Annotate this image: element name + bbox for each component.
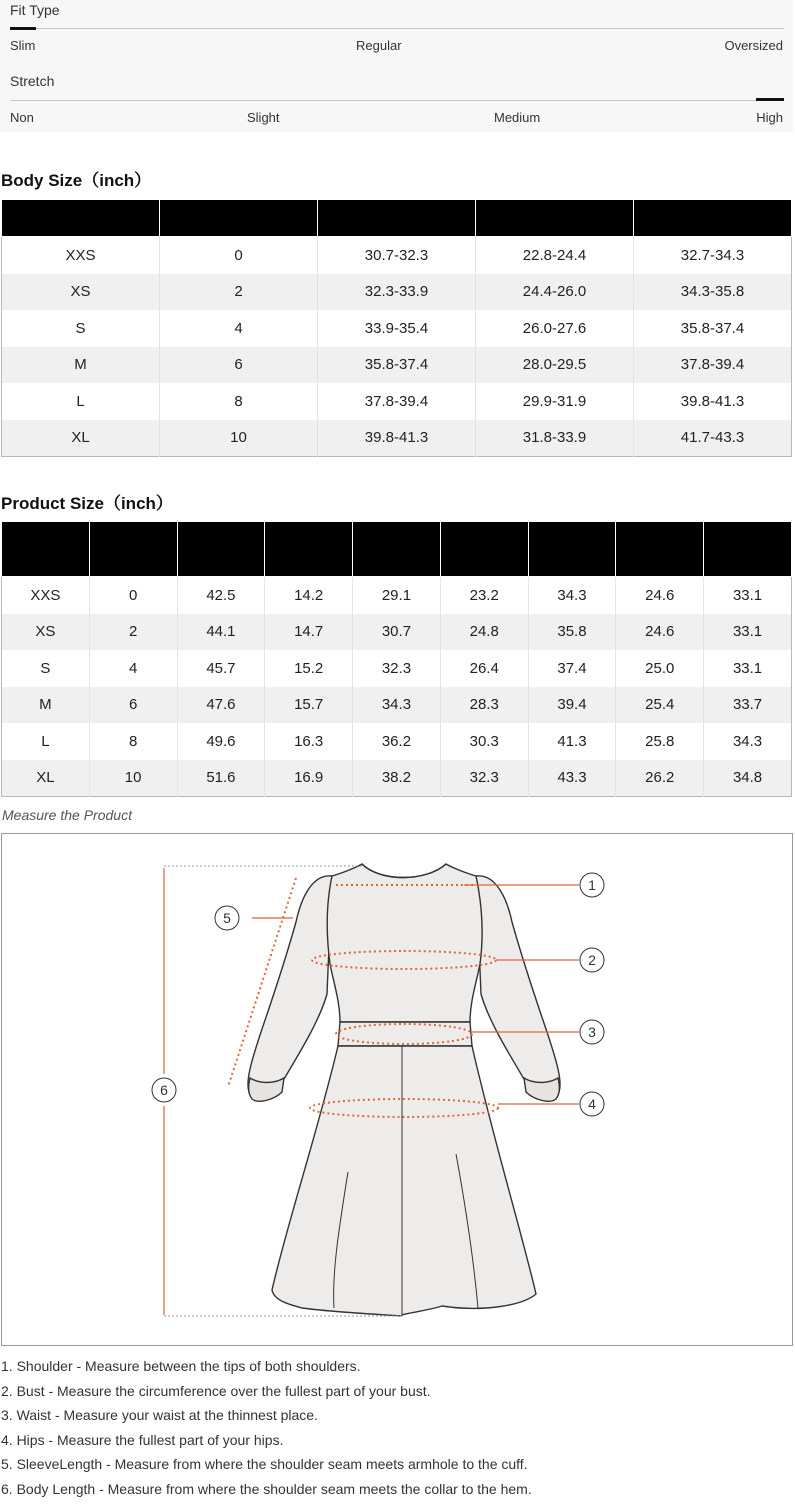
- table-cell: 0: [89, 577, 177, 614]
- table-row: [2, 237, 792, 274]
- note-hips: 4. Hips - Measure the fullest part of your hips.: [1, 1432, 532, 1457]
- table-cell: L: [2, 383, 160, 420]
- body-size-title: Body Size（inch）: [1, 166, 151, 191]
- table-cell: 8: [89, 723, 177, 760]
- table-cell: 35.8-37.4: [318, 347, 476, 384]
- table-header-cell: [440, 522, 528, 577]
- table-header-cell: [634, 200, 792, 237]
- table-cell: 24.4-26.0: [476, 274, 634, 311]
- table-cell: 36.2: [353, 723, 441, 760]
- table-cell: 0: [160, 237, 318, 274]
- fit-stretch-panel: [0, 0, 793, 132]
- table-cell: 4: [160, 310, 318, 347]
- table-cell: L: [2, 723, 90, 760]
- fit-option-oversized: Oversized: [724, 38, 783, 53]
- table-cell: 34.3: [353, 687, 441, 724]
- right-sleeve: [476, 876, 560, 1101]
- table-cell: 42.5: [177, 577, 265, 614]
- table-header-cell: [318, 200, 476, 237]
- table-cell: 41.7-43.3: [634, 420, 792, 457]
- dress-skirt: [272, 1046, 536, 1316]
- note-shoulder: 1. Shoulder - Measure between the tips of both shoulders.: [1, 1358, 532, 1383]
- stretch-title: Stretch: [10, 73, 54, 89]
- marker-1: [580, 873, 604, 897]
- table-row: [2, 687, 792, 724]
- table-cell: 26.0-27.6: [476, 310, 634, 347]
- marker-3: [580, 1020, 604, 1044]
- table-row: [2, 310, 792, 347]
- marker-6: [152, 1078, 176, 1102]
- fit-option-slim: Slim: [10, 38, 35, 53]
- body-size-header-row: [2, 200, 792, 237]
- table-row: [2, 760, 792, 797]
- table-cell: 39.8-41.3: [634, 383, 792, 420]
- table-cell: 6: [160, 347, 318, 384]
- fit-type-title: Fit Type: [10, 2, 60, 18]
- note-body-length: 6. Body Length - Measure from where the shoulder seam meets the collar to the hem.: [1, 1481, 532, 1505]
- table-cell: 4: [89, 650, 177, 687]
- body-size-table: [1, 199, 792, 457]
- stretch-option-high: High: [756, 110, 783, 125]
- marker-3-label: 3: [588, 1024, 596, 1040]
- table-cell: 15.2: [265, 650, 353, 687]
- table-cell: 29.1: [353, 577, 441, 614]
- dress-illustration: [2, 834, 792, 1345]
- table-cell: XL: [2, 420, 160, 457]
- table-cell: 2: [160, 274, 318, 311]
- table-cell: 15.7: [265, 687, 353, 724]
- fit-type-scale: [10, 28, 784, 29]
- table-cell: 28.3: [440, 687, 528, 724]
- table-header-cell: [89, 522, 177, 577]
- table-header-cell: [2, 522, 90, 577]
- product-size-title: Product Size（inch）: [1, 489, 173, 514]
- table-cell: 30.7-32.3: [318, 237, 476, 274]
- table-cell: 34.8: [704, 760, 792, 797]
- table-cell: 32.3: [440, 760, 528, 797]
- table-cell: 32.3: [353, 650, 441, 687]
- marker-5: [215, 906, 239, 930]
- fit-option-regular: Regular: [356, 38, 402, 53]
- table-cell: 33.1: [704, 614, 792, 651]
- table-cell: M: [2, 687, 90, 724]
- table-cell: 10: [160, 420, 318, 457]
- table-cell: 25.4: [616, 687, 704, 724]
- table-cell: 14.7: [265, 614, 353, 651]
- table-cell: 10: [89, 760, 177, 797]
- note-bust: 2. Bust - Measure the circumference over the fullest part of your bust.: [1, 1383, 532, 1408]
- table-cell: 24.6: [616, 577, 704, 614]
- marker-6-label: 6: [160, 1082, 168, 1098]
- table-cell: 32.3-33.9: [318, 274, 476, 311]
- marker-2-label: 2: [588, 952, 596, 968]
- table-cell: 24.6: [616, 614, 704, 651]
- table-row: [2, 650, 792, 687]
- table-cell: XXS: [2, 577, 90, 614]
- table-cell: 26.2: [616, 760, 704, 797]
- table-cell: 33.1: [704, 650, 792, 687]
- table-cell: 35.8-37.4: [634, 310, 792, 347]
- stretch-option-medium: Medium: [494, 110, 540, 125]
- table-cell: 32.7-34.3: [634, 237, 792, 274]
- stretch-indicator: [756, 98, 784, 101]
- table-cell: 28.0-29.5: [476, 347, 634, 384]
- marker-4-label: 4: [588, 1096, 596, 1112]
- table-cell: 30.3: [440, 723, 528, 760]
- table-row: [2, 420, 792, 457]
- table-cell: M: [2, 347, 160, 384]
- table-header-cell: [160, 200, 318, 237]
- table-cell: 8: [160, 383, 318, 420]
- table-cell: 34.3: [704, 723, 792, 760]
- table-cell: XXS: [2, 237, 160, 274]
- table-cell: XL: [2, 760, 90, 797]
- table-cell: 6: [89, 687, 177, 724]
- note-waist: 3. Waist - Measure your waist at the thinnest place.: [1, 1407, 532, 1432]
- table-cell: 23.2: [440, 577, 528, 614]
- stretch-option-slight: Slight: [247, 110, 280, 125]
- table-cell: 30.7: [353, 614, 441, 651]
- table-cell: 39.4: [528, 687, 616, 724]
- table-cell: XS: [2, 614, 90, 651]
- marker-1-label: 1: [588, 877, 596, 893]
- table-header-cell: [265, 522, 353, 577]
- table-cell: 37.4: [528, 650, 616, 687]
- table-cell: 2: [89, 614, 177, 651]
- table-cell: 16.3: [265, 723, 353, 760]
- table-cell: 41.3: [528, 723, 616, 760]
- body-size-rows: [2, 237, 792, 457]
- table-cell: 44.1: [177, 614, 265, 651]
- product-size-header-row: [2, 522, 792, 577]
- table-cell: XS: [2, 274, 160, 311]
- table-header-cell: [177, 522, 265, 577]
- table-row: [2, 274, 792, 311]
- table-cell: 33.9-35.4: [318, 310, 476, 347]
- table-cell: 34.3-35.8: [634, 274, 792, 311]
- note-sleeve-length: 5. SleeveLength - Measure from where the shoulder seam meets armhole to the cuff.: [1, 1456, 532, 1481]
- measure-caption: Measure the Product: [2, 807, 132, 823]
- product-size-rows: [2, 577, 792, 797]
- product-size-table: [1, 521, 792, 797]
- table-cell: 35.8: [528, 614, 616, 651]
- dress-bodice: [327, 864, 482, 1022]
- table-row: [2, 577, 792, 614]
- table-row: [2, 614, 792, 651]
- table-cell: 26.4: [440, 650, 528, 687]
- table-cell: 37.8-39.4: [318, 383, 476, 420]
- table-cell: 16.9: [265, 760, 353, 797]
- stretch-scale: [10, 100, 784, 101]
- table-cell: 45.7: [177, 650, 265, 687]
- table-cell: S: [2, 650, 90, 687]
- table-cell: 43.3: [528, 760, 616, 797]
- marker-4: [580, 1092, 604, 1116]
- table-header-cell: [528, 522, 616, 577]
- table-header-cell: [476, 200, 634, 237]
- measurement-diagram: [1, 833, 793, 1346]
- table-cell: 25.0: [616, 650, 704, 687]
- table-cell: 47.6: [177, 687, 265, 724]
- table-header-cell: [616, 522, 704, 577]
- table-cell: 22.8-24.4: [476, 237, 634, 274]
- marker-2: [580, 948, 604, 972]
- table-cell: 51.6: [177, 760, 265, 797]
- table-row: [2, 723, 792, 760]
- table-row: [2, 383, 792, 420]
- table-cell: 14.2: [265, 577, 353, 614]
- table-cell: 33.1: [704, 577, 792, 614]
- table-cell: 38.2: [353, 760, 441, 797]
- table-cell: 31.8-33.9: [476, 420, 634, 457]
- dress-waistband: [338, 1022, 472, 1046]
- table-cell: 39.8-41.3: [318, 420, 476, 457]
- measurement-notes: [1, 1358, 532, 1505]
- fit-type-indicator: [10, 27, 36, 30]
- table-cell: 29.9-31.9: [476, 383, 634, 420]
- table-cell: S: [2, 310, 160, 347]
- table-cell: 37.8-39.4: [634, 347, 792, 384]
- table-cell: 33.7: [704, 687, 792, 724]
- marker-5-label: 5: [223, 910, 231, 926]
- table-cell: 34.3: [528, 577, 616, 614]
- table-header-cell: [353, 522, 441, 577]
- table-header-cell: [2, 200, 160, 237]
- table-header-cell: [704, 522, 792, 577]
- table-row: [2, 347, 792, 384]
- table-cell: 49.6: [177, 723, 265, 760]
- table-cell: 24.8: [440, 614, 528, 651]
- stretch-option-non: Non: [10, 110, 34, 125]
- table-cell: 25.8: [616, 723, 704, 760]
